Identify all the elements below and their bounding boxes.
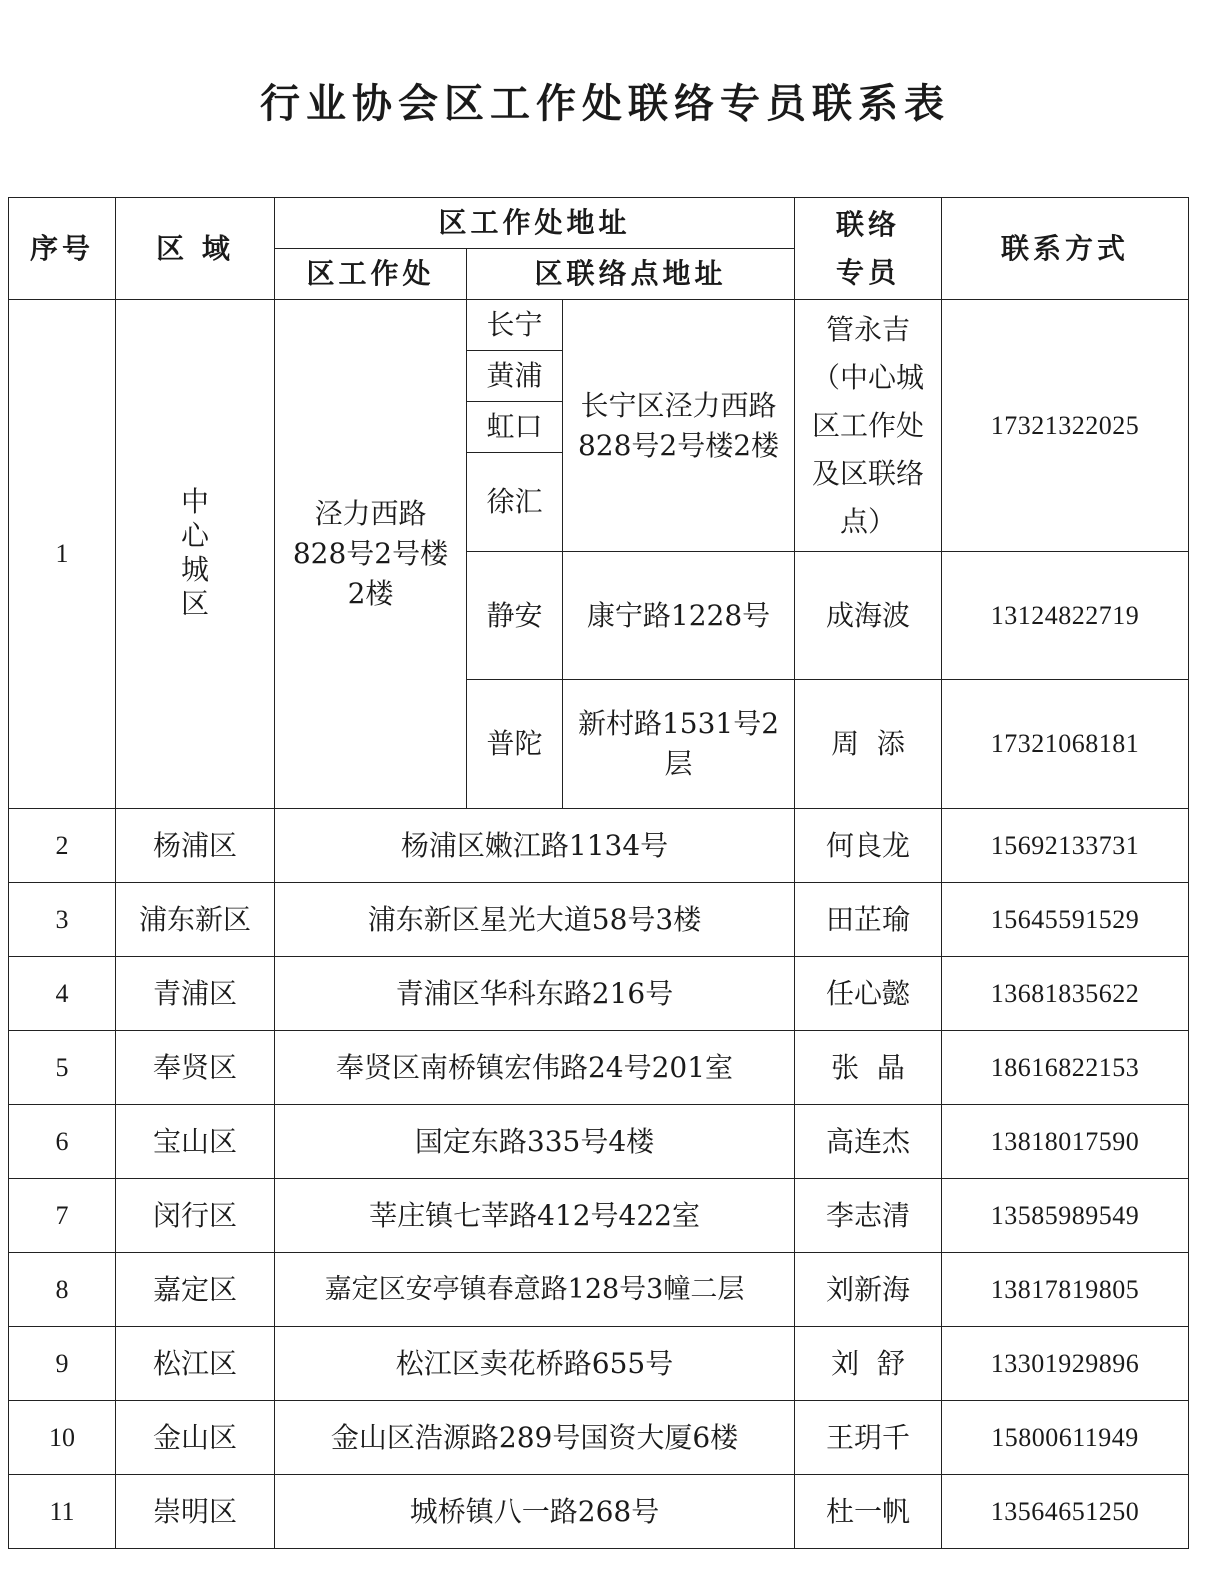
row-address: 莘庄镇七莘路412号422室 — [275, 1179, 795, 1253]
row-address: 嘉定区安亭镇春意路128号3幢二层 — [275, 1253, 795, 1327]
group-c-phone: 17321068181 — [942, 680, 1189, 809]
table-row — [9, 809, 1189, 883]
row-officer: 李志清 — [795, 1179, 942, 1253]
group-c-officer: 周 添 — [795, 680, 942, 809]
row-phone: 13585989549 — [942, 1179, 1189, 1253]
row-seq: 10 — [9, 1401, 116, 1475]
row-region: 金山区 — [116, 1401, 275, 1475]
contact-table — [8, 197, 1189, 1549]
row-officer: 高连杰 — [795, 1105, 942, 1179]
header-office: 区工作处 — [275, 249, 467, 300]
table-row — [9, 957, 1189, 1031]
table-row — [9, 1253, 1189, 1327]
row-phone: 13818017590 — [942, 1105, 1189, 1179]
row-seq: 7 — [9, 1179, 116, 1253]
row-region: 闵行区 — [116, 1179, 275, 1253]
page-title: 行业协会区工作处联络专员联系表 — [260, 80, 950, 127]
header-address-group: 区工作处地址 — [275, 198, 795, 249]
row-officer: 任心懿 — [795, 957, 942, 1031]
central-seq: 1 — [9, 300, 116, 809]
table-row — [9, 1475, 1189, 1549]
row-region: 松江区 — [116, 1327, 275, 1401]
row-region: 青浦区 — [116, 957, 275, 1031]
group-c-point-address: 新村路1531号2层 — [563, 680, 795, 809]
district-changning: 长宁 — [467, 300, 563, 351]
district-putuo: 普陀 — [467, 680, 563, 809]
row-phone: 18616822153 — [942, 1031, 1189, 1105]
header-region: 区 域 — [116, 198, 275, 300]
row-address: 松江区卖花桥路655号 — [275, 1327, 795, 1401]
district-xuhui: 徐汇 — [467, 453, 563, 552]
header-liaison-point: 区联络点地址 — [467, 249, 795, 300]
row-officer: 刘 舒 — [795, 1327, 942, 1401]
group-b-phone: 13124822719 — [942, 552, 1189, 680]
table-row — [9, 1179, 1189, 1253]
row-region: 崇明区 — [116, 1475, 275, 1549]
row-officer: 杜一帆 — [795, 1475, 942, 1549]
row-seq: 6 — [9, 1105, 116, 1179]
row-seq: 2 — [9, 809, 116, 883]
row-address: 城桥镇八一路268号 — [275, 1475, 795, 1549]
district-hongkou: 虹口 — [467, 402, 563, 453]
table-row — [9, 1401, 1189, 1475]
row-region: 嘉定区 — [116, 1253, 275, 1327]
row-phone: 13564651250 — [942, 1475, 1189, 1549]
row-region: 杨浦区 — [116, 809, 275, 883]
row-region: 宝山区 — [116, 1105, 275, 1179]
row-officer: 刘新海 — [795, 1253, 942, 1327]
row-phone: 13681835622 — [942, 957, 1189, 1031]
row-seq: 4 — [9, 957, 116, 1031]
row-seq: 3 — [9, 883, 116, 957]
table-row — [9, 1105, 1189, 1179]
row-address: 国定东路335号4楼 — [275, 1105, 795, 1179]
row-officer: 张 晶 — [795, 1031, 942, 1105]
row-address: 杨浦区嫩江路1134号 — [275, 809, 795, 883]
district-jingan: 静安 — [467, 552, 563, 680]
table-row — [9, 883, 1189, 957]
row-seq: 5 — [9, 1031, 116, 1105]
central-office-address: 泾力西路828号2号楼2楼 — [275, 300, 467, 809]
group-a-phone: 17321322025 — [942, 300, 1189, 552]
district-huangpu: 黄浦 — [467, 351, 563, 402]
row-phone: 13817819805 — [942, 1253, 1189, 1327]
row-seq: 8 — [9, 1253, 116, 1327]
header-officer: 联络 专员 — [795, 198, 942, 300]
central-region — [116, 300, 275, 809]
row-officer: 田芷瑜 — [795, 883, 942, 957]
group-a-officer: 管永吉（中心城区工作处及区联络点） — [795, 300, 942, 552]
row-phone: 15800611949 — [942, 1401, 1189, 1475]
row-address: 青浦区华科东路216号 — [275, 957, 795, 1031]
row-phone: 15645591529 — [942, 883, 1189, 957]
row-phone: 15692133731 — [942, 809, 1189, 883]
row-address: 奉贤区南桥镇宏伟路24号201室 — [275, 1031, 795, 1105]
header-contact: 联系方式 — [942, 198, 1189, 300]
row-officer: 何良龙 — [795, 809, 942, 883]
group-a-point-address: 长宁区泾力西路828号2号楼2楼 — [563, 300, 795, 552]
group-b-point-address: 康宁路1228号 — [563, 552, 795, 680]
row-address: 浦东新区星光大道58号3楼 — [275, 883, 795, 957]
row-seq: 9 — [9, 1327, 116, 1401]
row-region: 浦东新区 — [116, 883, 275, 957]
table-row — [9, 1327, 1189, 1401]
row-region: 奉贤区 — [116, 1031, 275, 1105]
row-address: 金山区浩源路289号国资大厦6楼 — [275, 1401, 795, 1475]
table-row — [9, 1031, 1189, 1105]
row-officer: 王玥千 — [795, 1401, 942, 1475]
row-seq: 11 — [9, 1475, 116, 1549]
header-seq: 序号 — [9, 198, 116, 300]
group-b-officer: 成海波 — [795, 552, 942, 680]
row-phone: 13301929896 — [942, 1327, 1189, 1401]
central-region-label: 中心城区 — [180, 484, 209, 620]
